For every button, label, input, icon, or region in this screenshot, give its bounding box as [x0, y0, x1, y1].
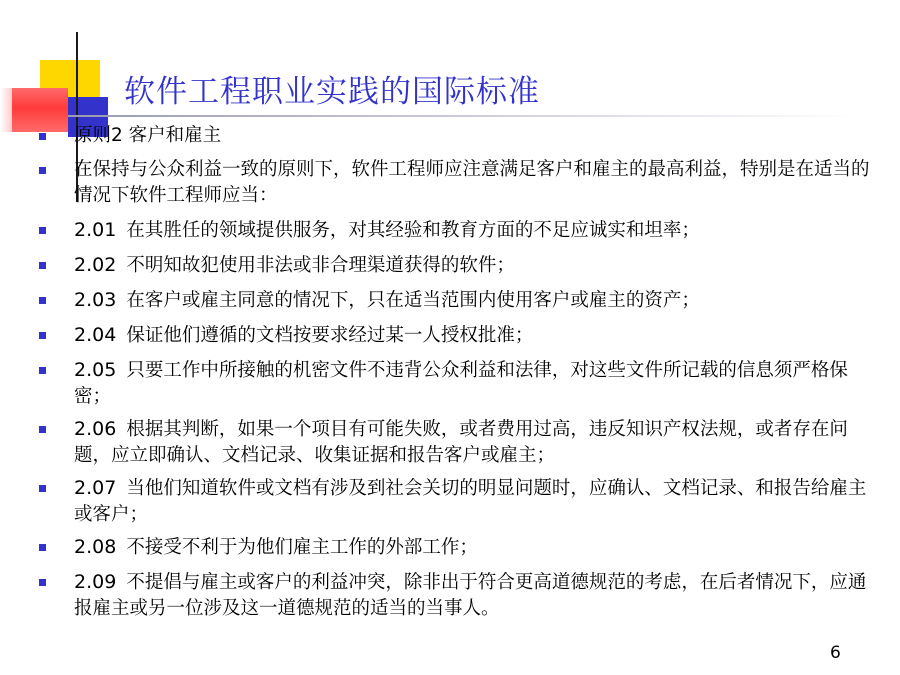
bullet-square-icon — [39, 579, 46, 586]
item-text: 保证他们遵循的文档按要求经过某一人授权批准； — [126, 325, 534, 346]
slide-title: 软件工程职业实践的国际标准 — [124, 74, 540, 110]
item-number: 2.06 — [74, 418, 117, 440]
item-number: 2.01 — [74, 219, 117, 241]
bullet-square-icon — [39, 485, 46, 492]
bullet-square-icon — [39, 133, 46, 140]
item-text: 在其胜任的领域提供服务，对其经验和教育方面的不足应诚实和坦率； — [126, 220, 700, 241]
list-item — [37, 157, 877, 209]
list-item — [37, 357, 877, 410]
item-number: 2.07 — [74, 477, 117, 499]
list-item — [37, 534, 877, 561]
title-underline — [68, 115, 858, 117]
bullet-square-icon — [39, 367, 46, 374]
list-item — [37, 416, 877, 469]
item-text: 根据其判断，如果一个项目有可能失败，或者费用过高，违反知识产权法规，或者存在问题，应立即确认、文档记录、收集证据和报告客户或雇主； — [74, 419, 848, 466]
item-number: 2.02 — [74, 254, 117, 276]
item-text: 当他们知道软件或文档有涉及到社会关切的明显问题时，应确认、文档记录、和报告给雇主或客户； — [74, 478, 867, 525]
item-number: 2.09 — [74, 571, 117, 593]
item-text: 在客户或雇主同意的情况下，只在适当范围内使用客户或雇主的资产； — [126, 290, 700, 311]
item-number: 2.04 — [74, 324, 117, 346]
item-text: 在保持与公众利益一致的原则下，软件工程师应注意满足客户和雇主的最高利益，特别是在适当的情况下软件工程师应当： — [74, 159, 870, 206]
bullet-square-icon — [39, 297, 46, 304]
bullet-square-icon — [39, 227, 46, 234]
list-item — [37, 322, 877, 349]
bullet-square-icon — [39, 426, 46, 433]
item-text: 不明知故犯使用非法或非合理渠道获得的软件； — [126, 255, 515, 276]
list-item — [37, 287, 877, 314]
item-text: 不提倡与雇主或客户的利益冲突，除非出于符合更高道德规范的考虑，在后者情况下，应通报雇主或另一位涉及这一道德规范的适当的当事人。 — [74, 572, 867, 619]
item-text: 原则2 客户和雇主 — [74, 125, 222, 146]
page-number: 6 — [830, 643, 841, 663]
bullet-square-icon — [39, 167, 46, 174]
list-item — [37, 475, 877, 528]
bullet-square-icon — [39, 332, 46, 339]
list-item — [37, 569, 877, 622]
item-text: 只要工作中所接触的机密文件不违背公众利益和法律，对这些文件所记载的信息须严格保密； — [74, 360, 848, 407]
item-text: 不接受不利于为他们雇主工作的外部工作； — [126, 537, 478, 558]
list-item — [37, 252, 877, 279]
bullet-square-icon — [39, 262, 46, 269]
item-number: 2.05 — [74, 359, 117, 381]
item-number: 2.03 — [74, 289, 117, 311]
item-number: 2.08 — [74, 536, 117, 558]
list-item — [37, 217, 877, 244]
list-item — [37, 123, 877, 149]
bullet-square-icon — [39, 544, 46, 551]
bullet-list — [37, 123, 877, 630]
